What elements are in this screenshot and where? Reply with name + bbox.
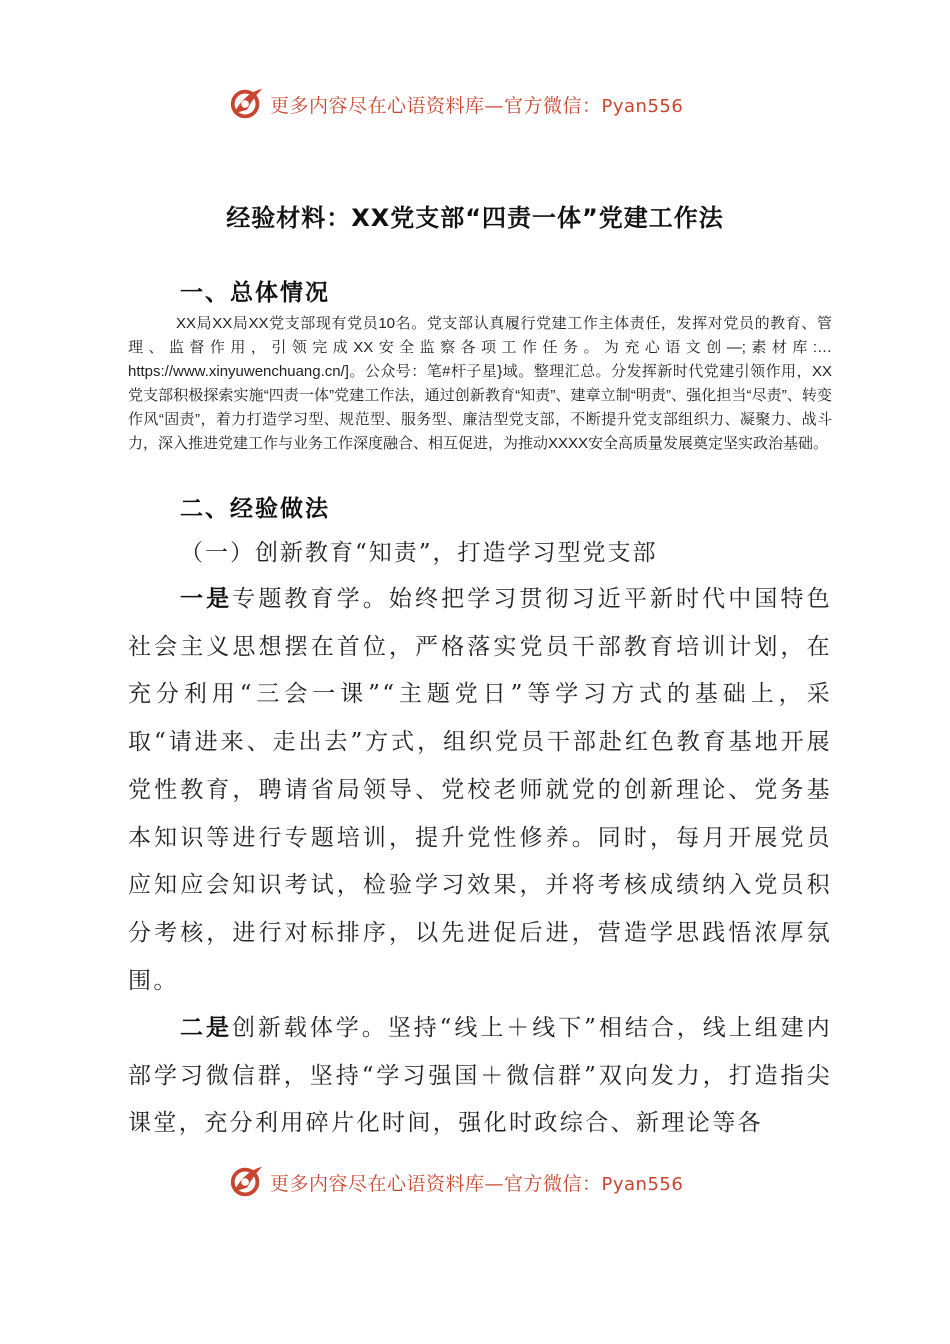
section-heading-practices: 二、经验做法 bbox=[180, 496, 330, 522]
paragraph-lead: 一是 bbox=[180, 586, 233, 612]
footer-banner bbox=[228, 1162, 683, 1202]
brush-logo-icon bbox=[228, 1163, 266, 1201]
intro-paragraph: XX局XX局XX党支部现有党员10名。党支部认真履行党建工作主体责任，发挥对党员的教育、管理、监督作用，引领完成XX安全监察各项工作任务。为充心语文创—;素材库:…https://www.xinyuwenchuang.cn/]。公众号：笔#杆子星}域。整理汇总。分发挥新时代党建引领作用，XX党支部积极探索实施“四责一体”党建工作法，通过创新教育“知责”、建章立制“明责”、强化担当“尽责”、转变作风“固责”，着力打造学习型、规范型、服务型、廉洁型党支部，不断提升党支部组织力、凝聚力、战斗力，深入推进党建工作与业务工作深度融合、相互促进，为推动XXXX安全高质量发展奠定坚实政治基础。 bbox=[128, 315, 832, 452]
brush-logo-icon bbox=[228, 85, 266, 123]
paragraph-text: 创新载体学。坚持“线上＋线下”相结合，线上组建内部学习微信群，坚持“学习强国＋微信群”双向发力，打造指尖课堂，充分利用碎片化时间，强化时政综合、新理论等各 bbox=[128, 1015, 832, 1137]
body-paragraph bbox=[128, 576, 832, 1005]
wechat-id: Pyan556 bbox=[601, 1173, 684, 1195]
banner-text: 更多内容尽在心语资料库—官方微信：Pyan556 bbox=[270, 94, 684, 117]
wechat-id: Pyan556 bbox=[601, 95, 684, 117]
paragraph-text: 专题教育学。始终把学习贯彻习近平新时代中国特色社会主义思想摆在首位，严格落实党员干部教育培训计划，在充分利用“三会一课”“主题党日”等学习方式的基础上，采取“请进来、走出去”方式，组织党员干部赴红色教育基地开展党性教育，聘请省局领导、党校老师就党的创新理论、党务基本知识等进行专题培训，提升党性修养。同时，每月开展党员应知应会知识考试，检验学习效果，并将考核成绩纳入党员积分考核，进行对标排序，以先进促后进，营造学思践悟浓厚氛围。 bbox=[128, 586, 832, 994]
document-title: 经验材料：XX党支部“四责一体”党建工作法 bbox=[226, 204, 724, 232]
banner-text: 更多内容尽在心语资料库—官方微信：Pyan556 bbox=[270, 1172, 684, 1195]
header-banner bbox=[228, 84, 683, 124]
subheading-education: （一）创新教育“知责”，打造学习型党支部 bbox=[180, 540, 658, 566]
body-paragraph bbox=[128, 1005, 832, 1148]
paragraph-lead: 二是 bbox=[180, 1015, 232, 1041]
section-heading-overview: 一、总体情况 bbox=[180, 280, 330, 306]
